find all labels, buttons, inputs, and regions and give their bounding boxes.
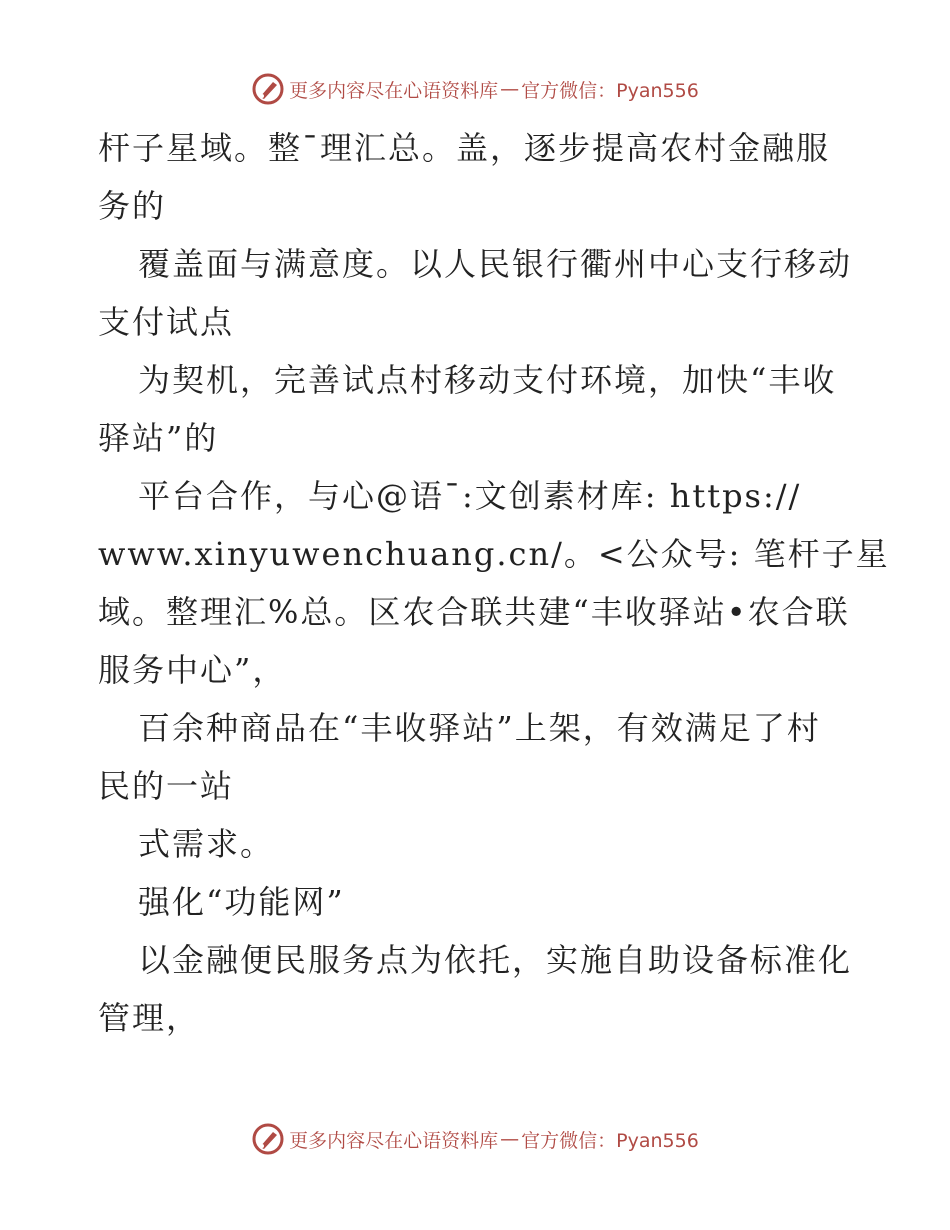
text-line: 杆子星域。整¯理汇总。盖，逐步提高农村金融服 (98, 129, 831, 167)
banner-wechat: 官方微信：Pyan556 (521, 1129, 699, 1152)
text-line: www.xinyuwenchuang.cn/。<公众号: 笔杆子星 (98, 535, 890, 573)
text-line: 以金融便民服务点为依托，实施自助设备标准化 (138, 941, 853, 979)
text-line: 域。整理汇%总。区农合联共建“丰收驿站•农合联 (98, 593, 850, 631)
text-line: 平台合作，与心@语¯:文创素材库: https:// (138, 477, 802, 515)
text-line: 管理， (98, 999, 201, 1037)
text-line: 百余种商品在“丰收驿站”上架，有效满足了村 (138, 709, 821, 747)
text-line: 为契机，完善试点村移动支付环境，加快“丰收 (138, 361, 837, 399)
text-line: 民的一站 (98, 767, 235, 805)
banner-title: 更多内容尽在心语资料库 (289, 1129, 499, 1152)
text-line: 式需求。 (138, 825, 275, 863)
banner-separator: — (500, 78, 520, 100)
pen-seal-icon (251, 72, 285, 106)
header-banner (0, 72, 950, 106)
banner-title: 更多内容尽在心语资料库 (289, 79, 499, 102)
text-line: 支付试点 (98, 303, 235, 341)
text-line: 服务中心”， (98, 651, 287, 689)
banner-separator: — (500, 1128, 520, 1150)
text-line: 驿站”的 (98, 419, 219, 457)
pen-seal-icon (251, 1122, 285, 1156)
footer-banner (0, 1122, 950, 1156)
banner-wechat: 官方微信：Pyan556 (521, 79, 699, 102)
text-line: 覆盖面与满意度。以人民银行衢州中心支行移动 (138, 245, 853, 283)
text-line: 务的 (98, 187, 167, 225)
text-line: 强化“功能网” (138, 883, 345, 921)
